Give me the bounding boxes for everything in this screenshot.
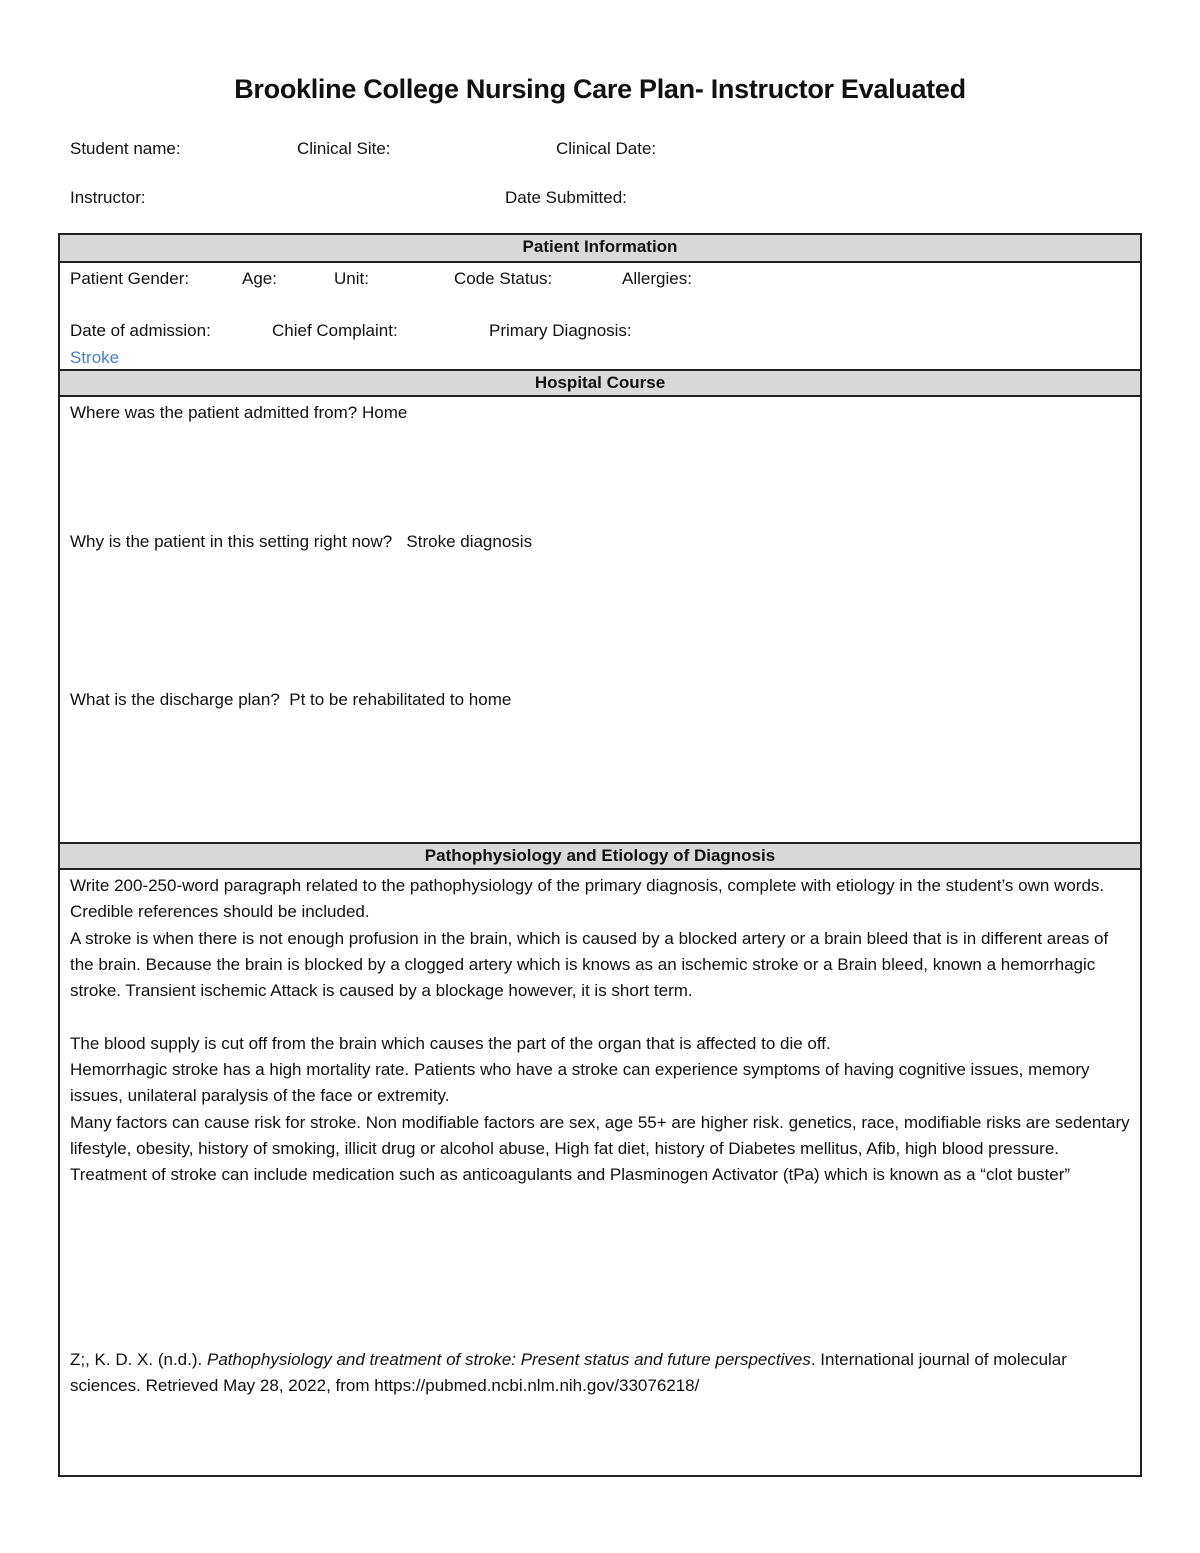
chief-complaint-label: Chief Complaint: — [272, 321, 398, 340]
student-name-label: Student name: — [70, 139, 181, 158]
age-label: Age: — [242, 269, 277, 288]
date-of-admission-label: Date of admission: — [70, 321, 211, 340]
clinical-date-label: Clinical Date: — [556, 139, 657, 158]
reference-details: . International journal of molecular sciences. Retrieved May 28, 2022, from https://pubmed.ncbi.nlm.nih.gov/33076218/ — [70, 1350, 1067, 1396]
primary-diagnosis-label: Primary Diagnosis: — [489, 321, 632, 340]
blank-line — [70, 1004, 1132, 1030]
paragraph-5: Treatment of stroke can include medication such as anticoagulants and Plasminogen Activator (tPa) which is known as a “clot buster” — [70, 1165, 1071, 1185]
date-submitted-label: Date Submitted: — [505, 188, 627, 207]
allergies-label: Allergies: — [622, 269, 692, 288]
pathophysiology-body — [70, 873, 1132, 1189]
setting-question: Why is the patient in this setting right now? Stroke diagnosis — [70, 532, 533, 551]
care-plan-table — [58, 233, 1142, 1477]
admitted-from-question: Where was the patient admitted from? Home — [70, 403, 408, 422]
instruction-text: Write 200-250-word paragraph related to the pathophysiology of the primary diagnosis, complete with etiology in the student’s own words. Credible references should be included. — [70, 876, 1105, 922]
clinical-site-label: Clinical Site: — [297, 139, 391, 158]
code-status-label: Code Status: — [454, 269, 553, 288]
paragraph-4: Many factors can cause risk for stroke. Non modifiable factors are sex, age 55+ are higher risk. genetics, race, modifiable risks are sedentary lifestyle, obesity, history of smoking, illicit drug or alcohol abuse, High fat diet, history of Diabetes mellitus, Afib, high blood pressure. — [70, 1112, 1130, 1158]
instructor-label: Instructor: — [70, 188, 146, 207]
paragraph-3: Hemorrhagic stroke has a high mortality rate. Patients who have a stroke can experience symptoms of having cognitive issues, memory issues, unilateral paralysis of the face or extremity. — [70, 1060, 1090, 1106]
paragraph-1: A stroke is when there is not enough profusion in the brain, which is caused by a blocked artery or a brain bleed that is in different areas of the brain. Because the brain is blocked by a clogged artery which is knows as an ischemic stroke or a Brain bleed, known a hemorrhagic stroke. Transient ischemic Attack is caused by a blockage however, it is short term. — [70, 928, 1109, 1001]
pathophysiology-heading: Pathophysiology and Etiology of Diagnosis — [60, 842, 1140, 870]
reference-title: Pathophysiology and treatment of stroke: Present status and future perspectives — [206, 1350, 811, 1369]
hospital-course-heading: Hospital Course — [60, 369, 1140, 397]
patient-information-heading: Patient Information — [60, 235, 1140, 263]
discharge-plan-question: What is the discharge plan? Pt to be rehabilitated to home — [70, 690, 512, 709]
document-title: Brookline College Nursing Care Plan- Instructor Evaluated — [234, 74, 966, 104]
paragraph-2: The blood supply is cut off from the brain which causes the part of the organ that is affected to die off. — [70, 1033, 831, 1053]
patient-gender-label: Patient Gender: — [70, 269, 190, 288]
reference-authors: Z;, K. D. X. (n.d.). — [70, 1350, 207, 1369]
unit-label: Unit: — [334, 269, 369, 288]
reference-citation — [70, 1347, 1132, 1400]
primary-diagnosis-value: Stroke — [70, 348, 120, 367]
